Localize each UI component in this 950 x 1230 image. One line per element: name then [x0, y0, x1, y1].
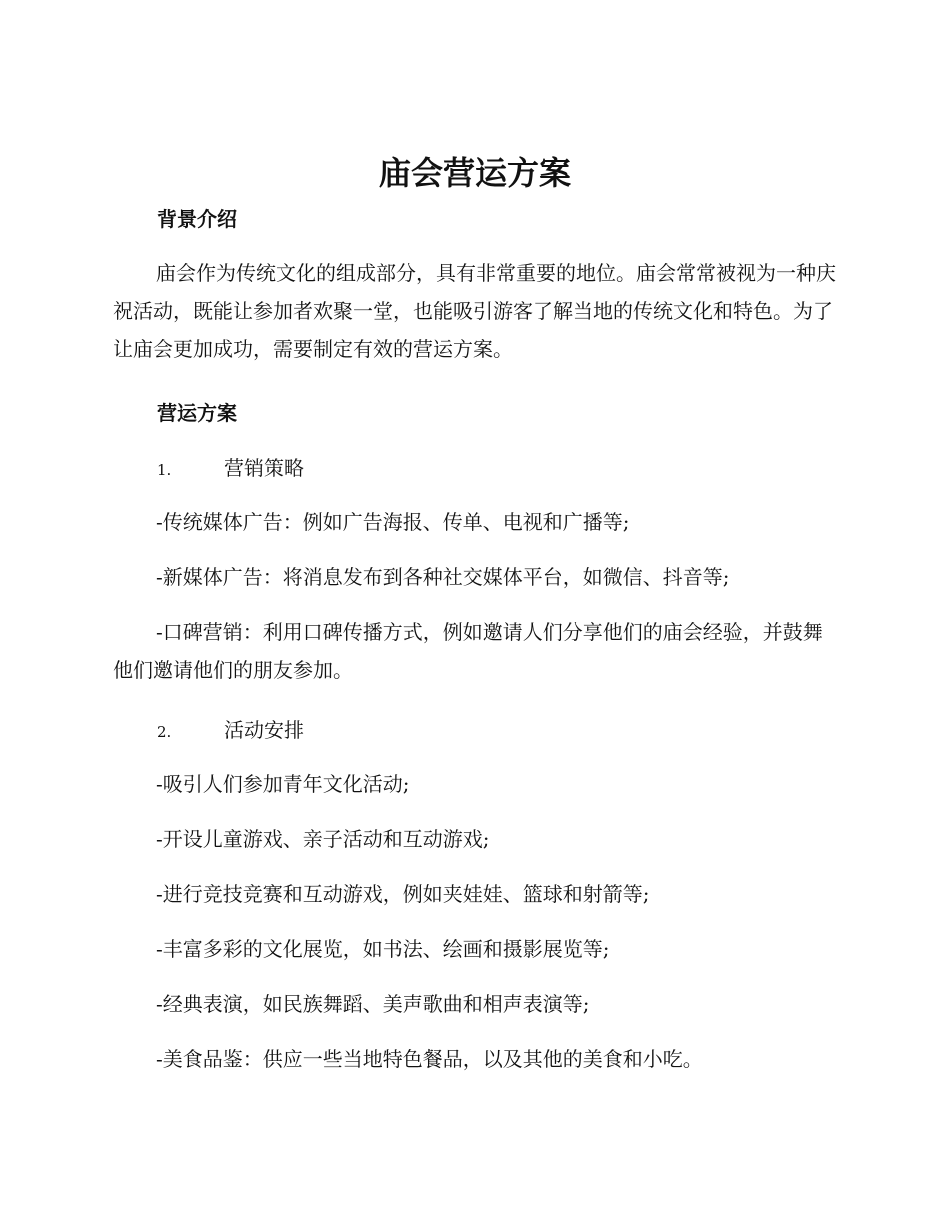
list-item: -美食品鉴：供应一些当地特色餐品，以及其他的美食和小吃。: [156, 1047, 703, 1071]
list-item: -进行竞技竞赛和互动游戏，例如夹娃娃、篮球和射箭等;: [156, 882, 650, 906]
list-item: -新媒体广告：将消息发布到各种社交媒体平台，如微信、抖音等;: [156, 565, 730, 589]
list-item: -经典表演，如民族舞蹈、美声歌曲和相声表演等;: [156, 992, 590, 1016]
document-title: 庙会营运方案: [378, 154, 571, 192]
list-item: -开设儿童游戏、亲子活动和互动游戏;: [156, 827, 490, 851]
list-heading-marketing: [157, 453, 304, 485]
list-item: -传统媒体广告：例如广告海报、传单、电视和广播等;: [156, 510, 630, 534]
section-heading-background: 背景介绍: [157, 207, 237, 231]
list-title: 活动安排: [224, 718, 304, 742]
list-title: 营销策略: [224, 456, 304, 480]
list-number: 1.: [157, 461, 172, 479]
list-item: -吸引人们参加青年文化活动;: [156, 772, 410, 796]
list-heading-activities: [157, 715, 304, 747]
section-heading-operations: 营运方案: [157, 401, 237, 425]
background-paragraph: 庙会作为传统文化的组成部分，具有非常重要的地位。庙会常常被视为一种庆祝活动，既能让参加者欢聚一堂，也能吸引游客了解当地的传统文化和特色。为了让庙会更加成功，需要制定有效的营运方案。: [113, 261, 836, 361]
list-item: -口碑营销：利用口碑传播方式，例如邀请人们分享他们的庙会经验，并鼓舞他们邀请他们的朋友参加。: [113, 620, 823, 682]
list-number: 2.: [157, 723, 172, 741]
list-item: -丰富多彩的文化展览，如书法、绘画和摄影展览等;: [156, 937, 610, 961]
